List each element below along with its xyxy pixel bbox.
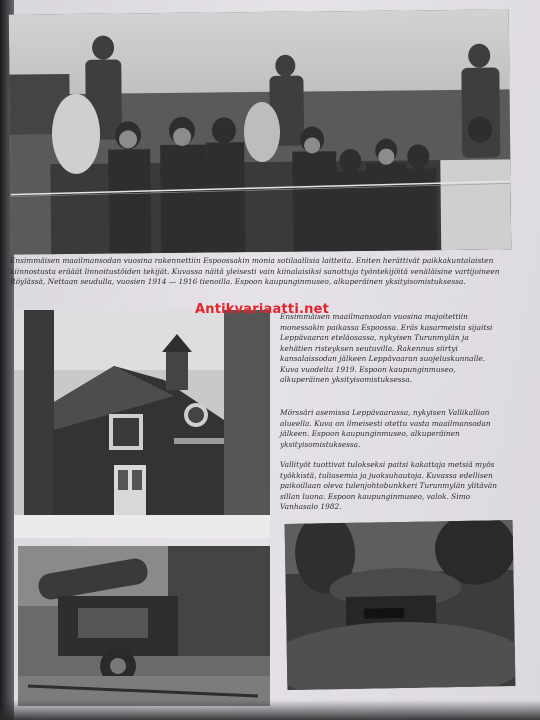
caption-top: Ensimmäisen maailmansodan vuosina rakennettiin Espoossakin monia sotilaallisia laitteita. Eniten herättivät paikkakuntalaisten kiinnostusta erääät linnoitustöiden tekijät. Kuvassa näitä yleisesti vain kiinalaisiksi sanottuja työntekijöitä venäläisine vartijoineen Röylässä, Nettaan seudulla, vuosien 1914 — 1916 tienoilla. Espoon kaupunginmuseo, alkuperäinen yksityisomistuksessa. — [10, 256, 500, 286]
page-bottom-shadow — [0, 700, 540, 720]
caption-bunker: Vallityöt tuottivat tulokseksi paitsi kakattaja metsiä myös työkkistä, tuliasemia ja juoksuhautoja. Kuvassa edellisen paikoillaan oleva tulenjohtobunkkeri Turunmylän ylitävän sillan luona. Espoon kaupunginmuseo, valok. Simo Vanhasalo 1982. — [280, 460, 497, 511]
watermark-text: Antikvariaatti.net — [195, 302, 329, 317]
caption-barracks: Ensimmäisen maailmansodan vuosina majoitettiin monessakin paikassa Espoossa. Eräs kasarmeista sijaitsi Leppävaaran eteläosassa, nykyisen Turunmylän ja kehätien risteyksen seutuvilla. Rakennus siirtyi kansalaissodan jälkeen Leppävaaran suojeluskunnalle. Kuva vuodelta 1919. Espoon kaupunginmuseo, alkuperäinen yksityisomistuksessa. — [280, 312, 493, 384]
photo-mortar — [18, 546, 270, 706]
photo-workers-and-guards — [9, 9, 511, 254]
photo-barracks — [14, 310, 270, 538]
photo-bunker — [285, 520, 516, 690]
caption-mortar: Mörssäri asemissa Leppävaarassa, nykyisen Vallikallion alueella. Kuva on ilmeisesti otettu vasta maailmansodan jälkeen. Espoon kaupunginmuseo, alkuperäinen yksityisomistuksessa. — [280, 408, 491, 449]
